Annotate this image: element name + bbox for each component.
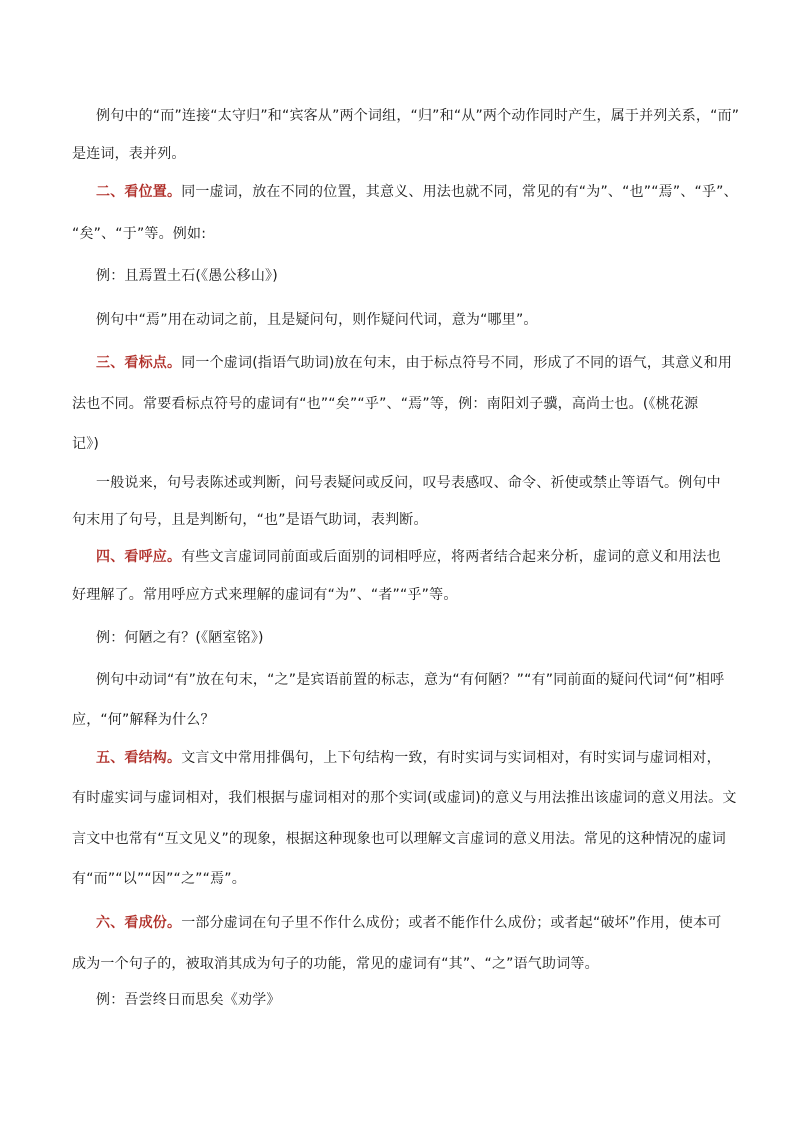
paragraph-line-11: 句末用了句号，且是判断句，“也”是语气助词，表判断。 [72, 512, 428, 528]
paragraph-line-10: 一般说来，句号表陈述或判断，问号表疑问或反问，叹号表感叹、命令、祈使或禁止等语气。例句中 [96, 475, 721, 491]
section-two-line-2: “矣”、“于”等。例如: [72, 226, 207, 242]
paragraph-line-1: 例句中的“而”连接“太守归”和“宾客从”两个词组，“归”和“从”两个动作同时产生，属于并列关系，“而” [96, 108, 740, 124]
heading-structure: 五、看结构。 [96, 750, 182, 766]
paragraph-line-2: 是连词，表并列。 [72, 146, 186, 162]
example-line-3: 例：吾尝终日而思矣《劝学》 [96, 992, 281, 1008]
example-line-1: 例：且焉置土石(《愚公移山》) [96, 268, 278, 284]
heading-echo: 四、看呼应。 [96, 549, 182, 565]
section-three-line-1: 三、看标点。同一个虚词(指语气助词)放在句末，由于标点符号不同，形成了不同的语气，其意义和用 [96, 355, 733, 371]
section-five-line-3: 言文中也常有“互文见义”的现象，根据这种现象也可以理解文言虚词的意义用法。常见的这种情况的虚词 [72, 831, 726, 847]
section-three-line-2: 法也不同。常要看标点符号的虚词有“也”“矣”“乎”、“焉”等，例：南阳刘子骥，高尚士也。(《桃花源 [72, 396, 699, 412]
paragraph-line-6: 例句中“焉”用在动词之前，且是疑问句，则作疑问代词，意为“哪里”。 [96, 312, 538, 328]
section-four-line-1: 四、看呼应。有些文言虚词同前面或后面别的词相呼应，将两者结合起来分析，虚词的意义和用法也 [96, 549, 721, 565]
section-three-line-3: 记》) [72, 436, 100, 452]
heading-component: 六、看成份。 [96, 915, 182, 931]
section-five-line-1: 五、看结构。文言文中常用排偶句，上下句结构一致，有时实词与实词相对，有时实词与虚词相对， [96, 750, 721, 766]
section-five-line-2: 有时虚实词与虚词相对，我们根据与虚词相对的那个实词(或虚词)的意义与用法推出该虚词的意义用法。文 [72, 790, 737, 806]
section-two-line-1: 二、看位置。同一虚词，放在不同的位置，其意义、用法也就不同，常见的有“为”、“也”“焉”、“乎”、 [96, 184, 738, 200]
paragraph-line-16: 应，“何”解释为什么？ [72, 712, 215, 728]
section-six-line-2: 成为一个句子的，被取消其成为句子的功能，常见的虚词有“其”、“之”语气助词等。 [72, 956, 599, 972]
section-four-line-2: 好理解了。常用呼应方式来理解的虚词有“为”、“者”“乎”等。 [72, 587, 458, 603]
paragraph-line-15: 例句中动词“有”放在句末，“之”是宾语前置的标志，意为“有何陋？”“有”同前面的疑问代词“何”相呼 [96, 672, 725, 688]
heading-position: 二、看位置。 [96, 184, 182, 200]
section-six-line-1: 六、看成份。一部分虚词在句子里不作什么成份；或者不能作什么成份；或者起“破坏”作用，使本可 [96, 915, 722, 931]
example-line-2: 例：何陋之有？(《陋室铭》) [96, 630, 264, 646]
heading-punctuation: 三、看标点。 [96, 355, 182, 371]
section-five-line-4: 有“而”“以”“因”“之”“焉”。 [72, 871, 246, 887]
